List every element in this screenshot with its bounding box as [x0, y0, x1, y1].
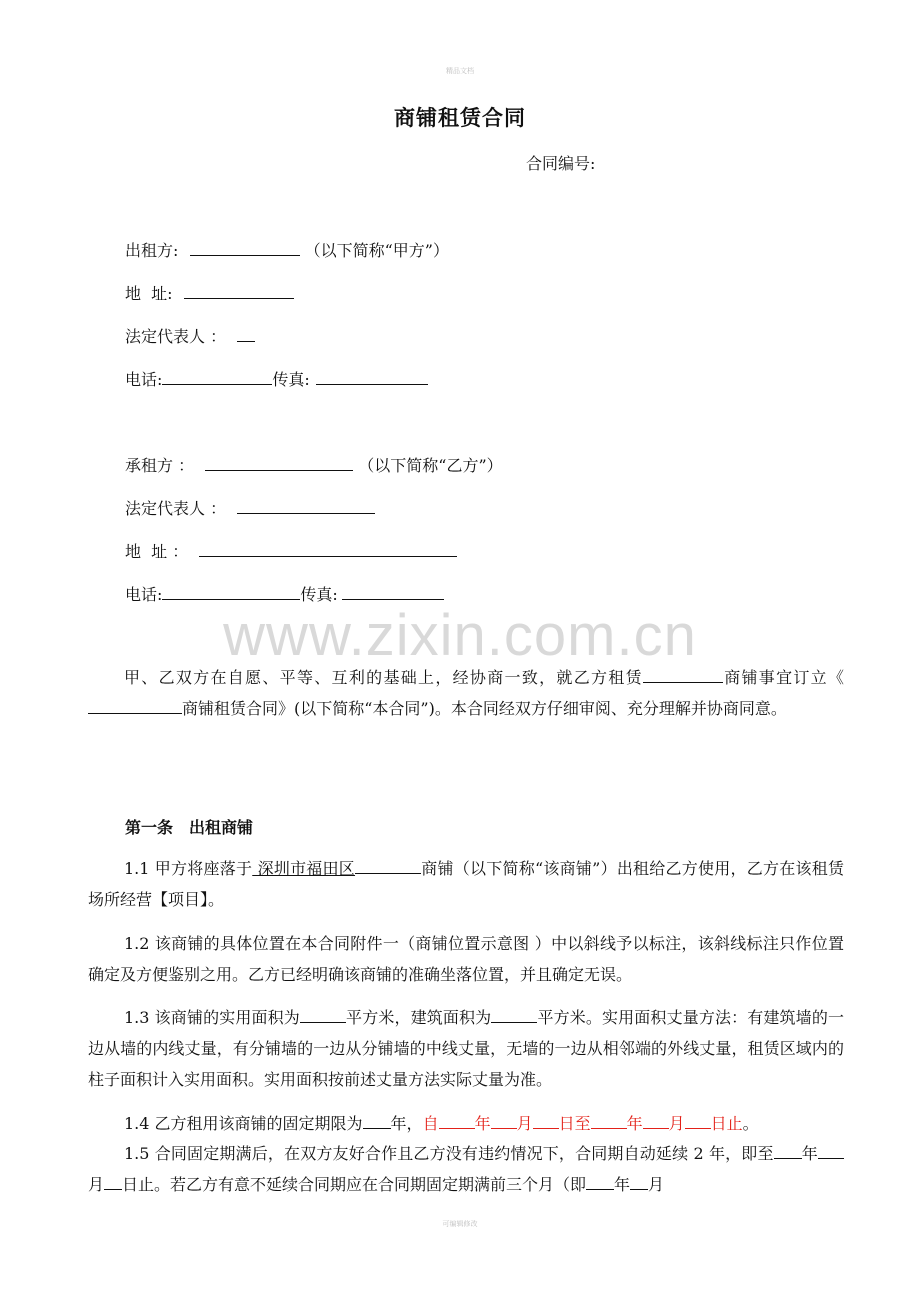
- lessee-rep-blank[interactable]: [237, 497, 375, 514]
- intro-paragraph: [88, 662, 844, 724]
- clause-1-3: [88, 1002, 844, 1095]
- clause-1-4: [88, 1108, 844, 1139]
- intro-text-1: 甲、乙双方在自愿、平等、互利的基础上，经协商一致，就乙方租赁: [124, 668, 643, 687]
- article-1-title: 第一条 出租商铺: [125, 818, 254, 837]
- renewal-month-blank[interactable]: [818, 1143, 844, 1159]
- clause-1-1-text-b: 商铺（以下简称“该商铺”）出租给乙方使用，乙方在该租赁场所经营【项目】。: [88, 859, 844, 909]
- renewal-year-blank[interactable]: [774, 1143, 802, 1159]
- usable-area-blank[interactable]: [300, 1007, 346, 1023]
- clause-1-1-location: 深圳市福田区: [252, 859, 356, 878]
- header-watermark-text: 精品文档: [446, 67, 474, 75]
- lessor-address-blank[interactable]: [184, 282, 294, 299]
- lessee-name-label: 承租方 ：: [125, 456, 195, 475]
- period-day-to-label: 日至: [558, 1114, 591, 1133]
- clause-1-3-text-c: 平方米。实用面积丈量方法：有建筑墙的一边从墙的内线丈量，有分铺墙的一边从分铺墙的中线丈量，无墙的一边从相邻端的外线丈量，租赁区域内的柱子面积计入实用面积。实用面积按前述丈量方法实际丈量为准。: [88, 1008, 844, 1089]
- lessor-name-label: 出租方:: [125, 241, 179, 260]
- lessee-rep-line: [125, 496, 375, 519]
- building-area-blank[interactable]: [491, 1007, 537, 1023]
- clause-1-4-period: [423, 1114, 743, 1133]
- lessee-name-blank[interactable]: [205, 454, 353, 471]
- clause-1-4-text-a: 1.4 乙方租用该商铺的固定期限为: [124, 1114, 363, 1133]
- clause-1-4-text-b: 年，: [390, 1114, 423, 1133]
- lessee-address-blank[interactable]: [199, 540, 457, 557]
- clause-1-1-blank[interactable]: [355, 858, 421, 874]
- lessor-address-label: 地 址:: [125, 284, 173, 303]
- clause-1-2: 1.2 该商铺的具体位置在本合同附件一（商铺位置示意图 ）中以斜线予以标注，该斜线标注只作位置确定及方便鉴别之用。乙方已经明确该商铺的准确坐落位置，并且确定无误。: [88, 934, 844, 984]
- lessee-address-label: 地 址 ：: [125, 542, 189, 561]
- clause-1-3-text-a: 1.3 该商铺的实用面积为: [124, 1008, 300, 1027]
- lessor-rep-line: [125, 324, 255, 347]
- document-title: 商铺租赁合同: [394, 105, 526, 130]
- footer-watermark-text: 可编辑修改: [442, 1220, 478, 1228]
- period-end-month-label: 月: [668, 1114, 685, 1133]
- intro-contract-blank[interactable]: [88, 698, 182, 714]
- lessor-rep-label: 法定代表人 ：: [125, 327, 227, 346]
- lessor-phone-label: 电话:: [125, 370, 163, 389]
- clause-1-3-text-b: 平方米，建筑面积为: [345, 1008, 492, 1027]
- lessor-abbr: （以下简称“甲方”）: [304, 241, 449, 260]
- lessee-address-line: [125, 539, 457, 562]
- period-end-day-label: 日止: [710, 1114, 743, 1133]
- clause-1-1-text-a: 1.1 甲方将座落于: [124, 859, 253, 878]
- renewal-day-blank[interactable]: [104, 1174, 122, 1190]
- contract-number-label: 合同编号:: [526, 154, 596, 173]
- lessee-phone-blank[interactable]: [162, 583, 300, 600]
- end-year-blank[interactable]: [591, 1113, 627, 1129]
- notice-month-blank[interactable]: [630, 1174, 648, 1190]
- period-month-label: 月: [516, 1114, 533, 1133]
- end-month-blank[interactable]: [643, 1113, 669, 1129]
- clause-1-5: [88, 1138, 844, 1200]
- clause-1-1: [88, 853, 844, 915]
- lessee-phone-label: 电话:: [125, 585, 163, 604]
- lessor-fax-label: 传真:: [272, 370, 310, 389]
- lessor-name-line: [125, 238, 449, 261]
- lessor-rep-blank[interactable]: [237, 325, 255, 342]
- lessee-abbr: （以下简称“乙方”）: [358, 456, 503, 475]
- start-year-blank[interactable]: [439, 1113, 475, 1129]
- renewal-month-label: 月: [88, 1175, 105, 1194]
- notice-year-blank[interactable]: [586, 1174, 614, 1190]
- clause-1-5-text-a: 1.5 合同固定期满后，在双方友好合作且乙方没有违约情况下，合同期自动延续 2 年，即至: [124, 1144, 774, 1163]
- term-years-blank[interactable]: [363, 1113, 391, 1129]
- lessee-fax-blank[interactable]: [342, 583, 444, 600]
- lessee-phone-line: [125, 582, 444, 605]
- lessee-name-line: [125, 453, 503, 476]
- lessor-phone-line: [125, 367, 428, 390]
- lessor-name-blank[interactable]: [190, 239, 300, 256]
- intro-text-2: 商铺事宜订立《: [722, 668, 844, 687]
- lessor-phone-blank[interactable]: [162, 368, 272, 385]
- lessee-rep-label: 法定代表人 ：: [125, 499, 227, 518]
- lessee-fax-label: 传真:: [300, 585, 338, 604]
- start-month-blank[interactable]: [491, 1113, 517, 1129]
- clause-1-5-text-b: 日止。若乙方有意不延续合同期应在合同期固定期满前三个月（即: [122, 1175, 587, 1194]
- end-day-blank[interactable]: [685, 1113, 711, 1129]
- intro-text-3: 商铺租赁合同》(以下简称“本合同”)。本合同经双方仔细审阅、充分理解并协商同意。: [182, 699, 787, 718]
- clause-1-4-end: 。: [742, 1114, 759, 1133]
- lessor-address-line: [125, 281, 294, 304]
- period-from-label: 自: [422, 1114, 439, 1133]
- lessor-fax-blank[interactable]: [316, 368, 428, 385]
- renewal-year-label: 年: [801, 1144, 818, 1163]
- intro-shop-blank[interactable]: [643, 667, 723, 683]
- notice-year-label: 年: [614, 1175, 631, 1194]
- site-watermark: www.zixin.com.cn: [223, 603, 697, 668]
- notice-month-label: 月: [648, 1175, 665, 1194]
- period-year-label: 年: [474, 1114, 491, 1133]
- start-day-blank[interactable]: [533, 1113, 559, 1129]
- period-end-year-label: 年: [626, 1114, 643, 1133]
